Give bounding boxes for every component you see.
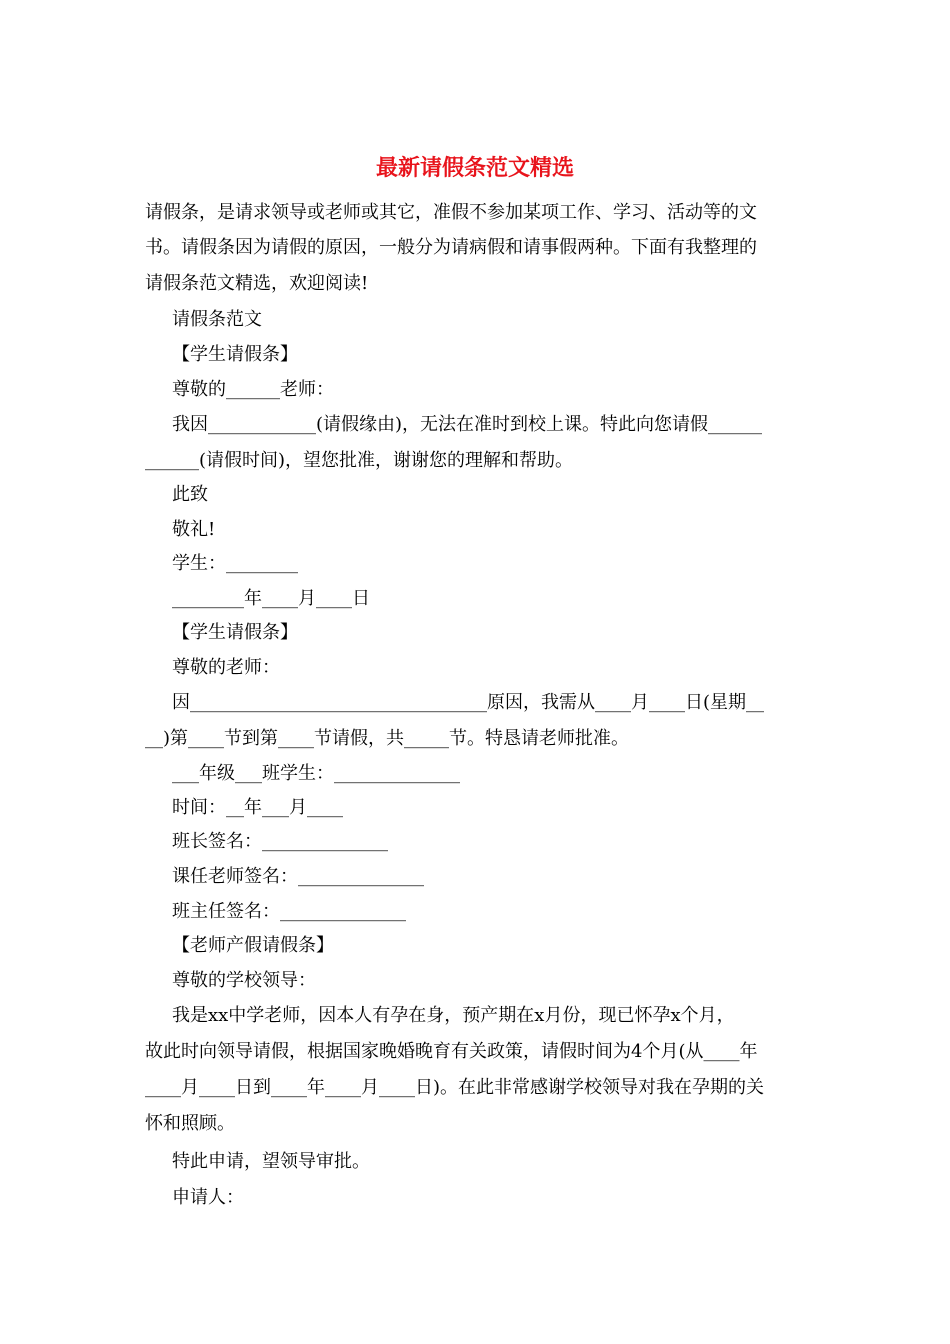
document-title: 最新请假条范文精选 xyxy=(375,155,574,181)
note2-monitor-sign: 班长签名：______________ xyxy=(172,831,388,852)
note1-body-line-1: 我因____________(请假缘由)，无法在准时到校上课。特此向您请假______ xyxy=(172,414,763,435)
intro-line-1: 请假条，是请求领导或老师或其它，准假不参加某项工作、学习、活动等的文 xyxy=(145,202,757,223)
note3-greeting: 尊敬的学校领导： xyxy=(172,970,316,991)
note3-heading: 【老师产假请假条】 xyxy=(172,935,334,956)
intro-line-2: 书。请假条因为请假的原因，一般分为请病假和请事假两种。下面有我整理的 xyxy=(145,237,757,258)
note2-teacher-sign: 课任老师签名：______________ xyxy=(172,866,424,887)
note1-student: 学生：________ xyxy=(172,553,298,574)
note2-body-line-2: __)第____节到第____节请假，共_____节。特恳请老师批准。 xyxy=(145,728,630,749)
note2-heading: 【学生请假条】 xyxy=(172,622,298,643)
note1-greeting: 尊敬的______老师： xyxy=(172,379,334,400)
note1-date: ________年____月____日 xyxy=(172,588,370,609)
note3-applicant: 申请人： xyxy=(172,1187,244,1208)
note2-greeting: 尊敬的老师： xyxy=(172,657,280,678)
note3-body-line-3: ____月____日到____年____月____日)。在此非常感谢学校领导对我在孕期的关 xyxy=(145,1077,765,1098)
note3-request: 特此申请，望领导审批。 xyxy=(172,1151,370,1172)
note1-heading: 【学生请假条】 xyxy=(172,344,298,365)
note2-head-sign: 班主任签名：______________ xyxy=(172,901,406,922)
note1-body-line-2: ______(请假时间)，望您批准，谢谢您的理解和帮助。 xyxy=(145,450,574,471)
note1-closing-1: 此致 xyxy=(172,484,208,505)
intro-line-3: 请假条范文精选，欢迎阅读! xyxy=(145,273,369,294)
note1-closing-2: 敬礼! xyxy=(172,519,216,540)
note2-class-line: ___年级___班学生：______________ xyxy=(172,763,460,784)
note2-body-line-1: 因_________________________________原因，我需从____月____日(星期__ xyxy=(172,692,765,713)
note3-body-line-4: 怀和照顾。 xyxy=(145,1113,235,1134)
section-label: 请假条范文 xyxy=(172,309,262,330)
note3-body-line-1: 我是xx中学老师，因本人有孕在身，预产期在x月份，现已怀孕x个月， xyxy=(172,1005,735,1026)
note2-time-line: 时间：__年___月____ xyxy=(172,797,343,818)
note3-body-line-2: 故此时向领导请假，根据国家晚婚晚育有关政策，请假时间为4个月(从____年 xyxy=(145,1041,758,1062)
